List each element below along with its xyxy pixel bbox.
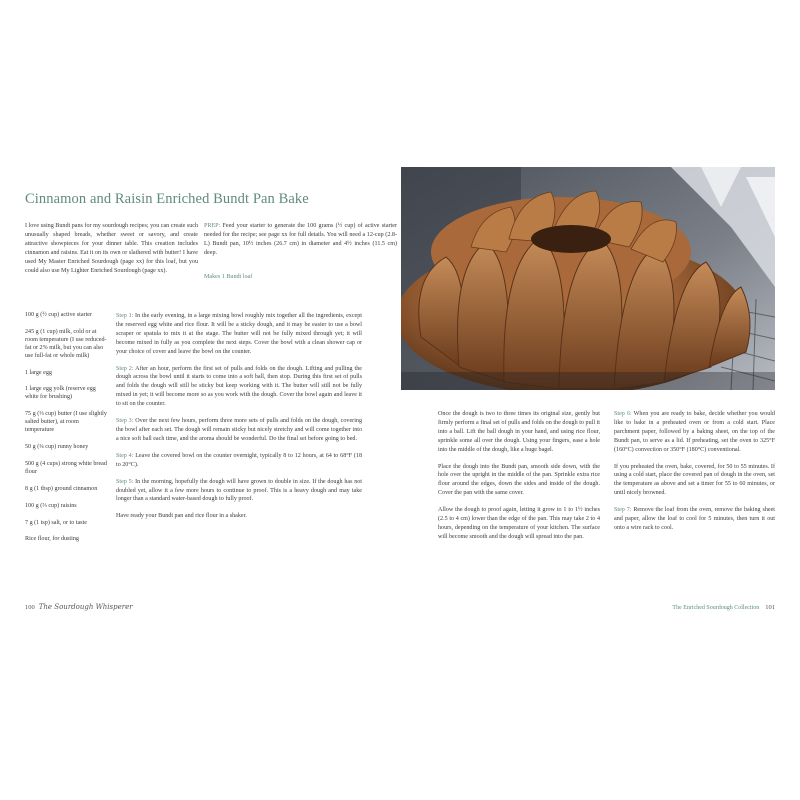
step-paragraph — [116, 512, 362, 521]
footer-right — [672, 604, 775, 611]
step-label: Step 2: — [116, 365, 134, 372]
ingredient-item: 100 g (½ cup) active starter — [25, 312, 93, 318]
step-paragraph — [614, 463, 775, 499]
step-text: If you preheated the oven, bake, covered, for 50 to 55 minutes. If using a cold start, place the covered pan of dough in the oven, set the temperature as above and set a timer for 55 to 60 minutes, or until nicely browned. — [614, 463, 775, 497]
method-column-continued — [438, 410, 600, 550]
step-text: In the morning, hopefully the dough will have grown to double in size. If the dough has not doubled yet, allow it a few more hours to continue to proof. This is a heavy dough and may take longer than a standard water-based dough to fully proof. — [116, 478, 362, 503]
footer-left — [25, 603, 133, 611]
step-text: Leave the covered bowl on the counter overnight, typically 8 to 12 hours, at 64 to 68°F (18 to 20°C). — [116, 452, 362, 468]
bundt-cake-illustration — [401, 167, 775, 390]
method-paragraph: Once the dough is two to three times its original size, gently but firmly perform a final set of pulls and folds on the dough to pull it into a ball. Lift the ball dough in your hand, and using rice flour, sprinkle some all over the dough. Using your fingers, ease a hole into the middle of the dough, like a huge bagel. — [438, 411, 600, 453]
step-label: Step 3: — [116, 418, 134, 425]
step-text: Over the next few hours, perform three more sets of pulls and folds on the dough, covering the bowl after each set. The dough will remain sticky but nicely stretchy and will come together into a nice soft ball each time, and the aroma should be wonderful. Do the final set before going to bed. — [116, 418, 362, 442]
ingredient-item: 7 g (1 tsp) salt, or to taste — [25, 519, 87, 526]
ingredient-item: 500 g (4 cups) strong white bread flour — [25, 460, 107, 475]
step-paragraph — [116, 312, 362, 357]
method-paragraph: Place the dough into the Bundt pan, smooth side down, with the hole over the upright in the middle of the pan. Sprinkle extra rice flour around the edges, down the sides and inside of the dough. Cover the pan with the same cover. — [438, 463, 600, 497]
step-paragraph — [116, 365, 362, 410]
prep-text: Feed your starter to generate the 100 grams (½ cup) of active starter needed for the recipe; see page xx for full details. You will need a 12-cup (2.8-L) Bundt pan, 10½ inches (26.7 cm) in diameter and 4½ inches (11.5 cm) deep. — [204, 223, 397, 256]
ingredient-item: 50 g (¼ cup) runny honey — [25, 443, 89, 450]
page-number-right: 101 — [765, 604, 775, 611]
recipe-title: Cinnamon and Raisin Enriched Bundt Pan Bake — [25, 191, 309, 207]
step-label: Step 4: — [116, 452, 134, 459]
step-paragraph — [614, 410, 775, 455]
step-paragraph — [116, 452, 362, 470]
section-title: The Enriched Sourdough Collection — [672, 605, 760, 611]
method-paragraph: Allow the dough to proof again, letting it grow to 1 to 1½ inches (2.5 to 4 cm) lower than the edge of the pan. This may take 2 to 4 hours, depending on the temperature of your kitchen. The surface will become smooth and the dough will spread into the pan. — [438, 507, 600, 540]
step-paragraph — [116, 478, 362, 505]
bundt-cake-photo — [401, 167, 775, 390]
step-paragraph — [614, 506, 775, 533]
ingredient-list — [25, 312, 108, 553]
step-label: Step 6: — [614, 411, 632, 417]
ingredient-item: 100 g (⅔ cup) raisins — [25, 502, 77, 509]
book-title: The Sourdough Whisperer — [38, 603, 133, 611]
step-label: Step 7: — [614, 507, 632, 514]
ingredient-item: 1 large egg yolk (reserve egg white for brushing) — [25, 386, 96, 401]
step-paragraph — [116, 417, 362, 444]
step-text: When you are ready to bake, decide whether you would like to bake in a preheated oven or from a cold start. Place parchment paper, followed by a baking sheet, on the top of the Bundt pan, to serve as a lid. If preheating, set the oven to 325°F (160°C) convection or 350°F (180°C) conventional. — [614, 411, 775, 453]
steps-column — [116, 312, 362, 529]
step-label: Step 1: — [116, 313, 134, 319]
ingredient-item: 8 g (1 tbsp) ground cinnamon — [25, 485, 98, 492]
page-number-left: 100 — [25, 604, 35, 611]
ingredient-item: 245 g (1 cup) milk, cold or at room temperature (I use reduced-fat or 2% milk, but you can also use full-fat or whole milk) — [25, 328, 107, 359]
prep-paragraph — [204, 222, 397, 258]
method-column-final — [614, 410, 775, 541]
step-label: Step 5: — [116, 478, 134, 485]
prep-label: PREP: — [204, 223, 221, 229]
ingredient-item: 1 large egg — [25, 369, 52, 376]
step-text: After an hour, perform the first set of pulls and folds on the dough. Lifting and pulling the dough across the bowl until it starts to come into a soft ball, then stop. During this first set of pulls and folds the dough will still be sticky but keep working with it. The butter will still not be fully mixed in yet; it will become more so as you work with the dough. Cover the bowl again and leave it to sit on the counter. — [116, 365, 362, 408]
step-text: Remove the loaf from the oven, remove the baking sheet and paper, allow the loaf to cool for 5 minutes, then turn it out onto a wire rack to cool. — [614, 507, 775, 531]
step-text: Have ready your Bundt pan and rice flour in a shaker. — [116, 513, 247, 520]
ingredient-item: 75 g (⅓ cup) butter (I use slightly salted butter), at room temperature — [25, 411, 107, 434]
yield-note: Makes 1 Bundt loaf — [204, 274, 253, 280]
step-text: In the early evening, in a large mixing bowl roughly mix together all the ingredients, except the reserved egg white and rice flour. It will be a sticky dough, and it may be easier to use a bowl scraper or spatula to mix it at the stage. The butter will not be fully mixed through yet; it will become mixed in fully as you complete the next steps. Cover the bowl with a clean shower cap or your choice of cover and leave the bowl on the counter. — [116, 313, 362, 355]
intro-paragraph: I love using Bundt pans for my sourdough recipes; you can create such unusually shaped breads, whether sweet or savory, and create attractive showpieces for your dinner table. This creation includes cinnamon and raisins. Eat it on its own or slathered with butter! I have used My Master Enriched Sourdough (page xx) for this loaf, but you could also use My Lighter Enriched Sourdough (page xx). — [25, 223, 198, 274]
ingredient-item: Rice flour, for dusting — [25, 536, 79, 543]
